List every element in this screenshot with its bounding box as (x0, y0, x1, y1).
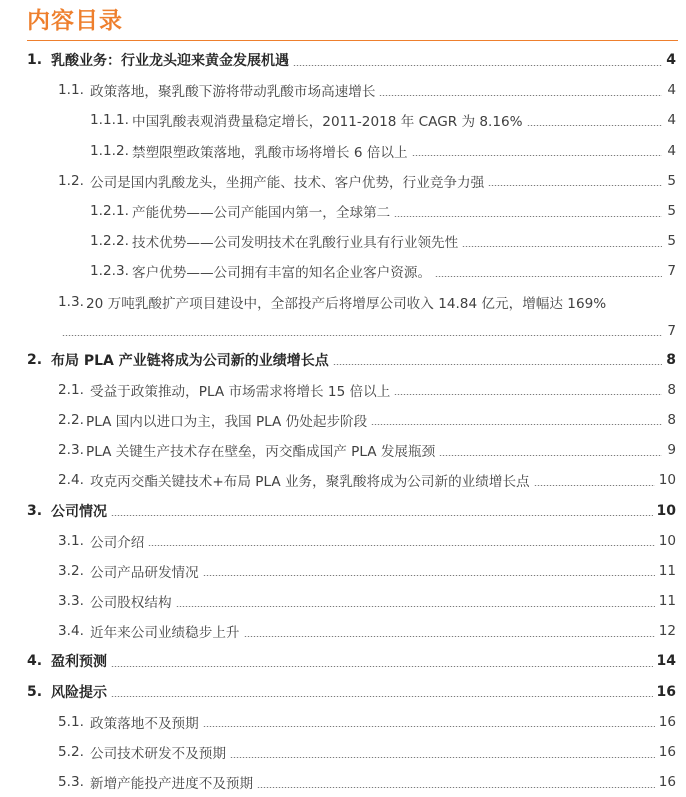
entry-page: 5 (667, 233, 676, 250)
toc-entry-3-3[interactable] (0, 586, 686, 616)
entry-text: 产能优势——公司产能国内第一，全球第二 (132, 205, 391, 222)
dot-leader (333, 364, 662, 365)
toc-entry-3-2[interactable] (0, 556, 686, 586)
entry-page: 4 (667, 142, 676, 159)
toc-entry-1-2-2[interactable] (0, 226, 686, 256)
entry-page: 10 (658, 472, 676, 489)
dot-leader (244, 636, 655, 637)
entry-page: 4 (666, 52, 676, 69)
toc-entry-2-3[interactable] (0, 435, 686, 465)
toc-entry-1-1-1[interactable] (0, 105, 686, 135)
entry-number: 1.2.3. (90, 263, 129, 280)
toc-title: 内容目录 (27, 8, 123, 34)
toc-entry-1-2[interactable] (0, 166, 686, 196)
entry-text: 20 万吨乳酸扩产项目建设中，全部投产后将增厚公司收入 14.84 亿元，增幅达 169% (86, 295, 607, 312)
entry-text: 受益于政策推动，PLA 市场需求将增长 15 倍以上 (90, 383, 391, 400)
entry-page: 10 (656, 502, 676, 519)
entry-page: 10 (658, 532, 676, 549)
entry-page: 9 (667, 442, 676, 459)
entry-text: 近年来公司业绩稳步上升 (90, 625, 240, 642)
dot-leader (488, 185, 662, 186)
entry-page: 8 (666, 351, 676, 368)
entry-page: 4 (667, 82, 676, 99)
title-divider (27, 40, 678, 41)
entry-number: 3.3. (58, 593, 84, 610)
entry-text: 技术优势——公司发明技术在乳酸行业具有行业领先性 (132, 235, 459, 252)
entry-page: 16 (656, 683, 676, 700)
dot-leader (371, 424, 662, 425)
entry-number: 1.2.2. (90, 233, 129, 250)
toc-entry-1[interactable] (0, 45, 686, 75)
entry-text: 政策落地，聚乳酸下游将带动乳酸市场高速增长 (90, 84, 376, 101)
entry-page: 11 (658, 562, 676, 579)
entry-text: 中国乳酸表观消费量稳定增长，2011-2018 年 CAGR 为 8.16% (132, 114, 523, 131)
toc-entry-5-2[interactable] (0, 737, 686, 767)
dot-leader (176, 606, 655, 607)
dot-leader (534, 485, 655, 486)
entry-page: 8 (667, 411, 676, 428)
entry-text: 风险提示 (51, 684, 107, 701)
entry-number: 3.1. (58, 532, 84, 549)
entry-text: 布局 PLA 产业链将成为公司新的业绩增长点 (51, 352, 329, 369)
entry-text: 禁塑限塑政策落地，乳酸市场将增长 6 倍以上 (132, 144, 408, 161)
dot-leader (111, 515, 653, 516)
dot-leader (379, 95, 662, 96)
entry-page: 12 (658, 623, 676, 640)
entry-number: 1.2.1. (90, 203, 129, 220)
dot-leader (111, 696, 653, 697)
entry-number: 1.1. (58, 82, 84, 99)
entry-page: 7 (667, 263, 676, 280)
entry-page: 8 (667, 381, 676, 398)
entry-page: 14 (656, 653, 676, 670)
entry-number: 2.2. (58, 411, 84, 428)
dot-leader (257, 787, 655, 788)
toc-entry-1-1[interactable] (0, 75, 686, 105)
entry-number: 2.3. (58, 442, 84, 459)
entry-page: 16 (658, 774, 676, 791)
entry-number: 1.2. (58, 172, 84, 189)
entry-number: 3.2. (58, 562, 84, 579)
entry-text: 公司技术研发不及预期 (90, 746, 226, 763)
entry-number: 1.1.1. (90, 112, 129, 129)
entry-number: 5.2. (58, 744, 84, 761)
toc-entry-1-2-3[interactable] (0, 256, 686, 286)
entry-number: 1. (27, 52, 43, 69)
entry-number: 5.1. (58, 713, 84, 730)
toc-entry-5[interactable] (0, 677, 686, 707)
toc-entry-3-4[interactable] (0, 616, 686, 646)
toc-entry-2[interactable] (0, 345, 686, 375)
entry-text: 盈利预测 (51, 654, 107, 671)
entry-page: 5 (667, 172, 676, 189)
entry-number: 2.1. (58, 381, 84, 398)
entry-text: 客户优势——公司拥有丰富的知名企业客户资源。 (132, 265, 432, 282)
entry-number: 5. (27, 683, 43, 700)
entry-text: 公司是国内乳酸龙头，坐拥产能、技术、客户优势，行业竞争力强 (90, 174, 485, 191)
table-of-contents (0, 45, 686, 797)
entry-page: 16 (658, 713, 676, 730)
toc-entry-1-3-continuation[interactable] (0, 317, 686, 345)
dot-leader (435, 276, 662, 277)
entry-text: 新增产能投产进度不及预期 (90, 776, 254, 793)
entry-text: 公司股权结构 (90, 595, 172, 612)
toc-entry-5-3[interactable] (0, 767, 686, 797)
toc-entry-3-1[interactable] (0, 526, 686, 556)
toc-entry-2-4[interactable] (0, 465, 686, 495)
dot-leader (394, 216, 662, 217)
entry-text: 公司产品研发情况 (90, 564, 199, 581)
entry-number: 1.3. (58, 293, 84, 310)
entry-number: 5.3. (58, 774, 84, 791)
entry-page: 4 (667, 112, 676, 129)
dot-leader (439, 455, 662, 456)
entry-text: 公司情况 (51, 503, 107, 520)
entry-number: 3.4. (58, 623, 84, 640)
entry-number: 2. (27, 351, 43, 368)
entry-page: 7 (667, 322, 676, 339)
dot-leader (412, 155, 662, 156)
dot-leader (527, 125, 662, 126)
entry-text: 政策落地不及预期 (90, 715, 199, 732)
toc-entry-4[interactable] (0, 646, 686, 676)
dot-leader (148, 545, 654, 546)
toc-entry-2-2[interactable] (0, 405, 686, 435)
dot-leader (111, 666, 653, 667)
entry-page: 11 (658, 593, 676, 610)
dot-leader (230, 757, 655, 758)
dot-leader (394, 394, 662, 395)
dot-leader (462, 246, 662, 247)
dot-leader (62, 335, 662, 336)
dot-leader (293, 65, 662, 66)
toc-entry-1-1-2[interactable] (0, 136, 686, 166)
dot-leader (203, 575, 655, 576)
toc-entry-1-3[interactable] (0, 287, 686, 317)
toc-entry-1-2-1[interactable] (0, 196, 686, 226)
entry-number: 3. (27, 502, 43, 519)
entry-text: 乳酸业务：行业龙头迎来黄金发展机遇 (51, 53, 289, 70)
entry-text: 公司介绍 (90, 534, 145, 551)
entry-number: 2.4. (58, 472, 84, 489)
entry-page: 16 (658, 744, 676, 761)
toc-entry-3[interactable] (0, 495, 686, 525)
entry-number: 4. (27, 653, 43, 670)
entry-page: 5 (667, 203, 676, 220)
entry-text: PLA 关键生产技术存在壁垒，丙交酯成国产 PLA 发展瓶颈 (86, 444, 436, 461)
entry-text: 攻克丙交酯关键技术+布局 PLA 业务，聚乳酸将成为公司新的业绩增长点 (90, 474, 530, 491)
toc-entry-2-1[interactable] (0, 375, 686, 405)
entry-text: PLA 国内以进口为主，我国 PLA 仍处起步阶段 (86, 413, 368, 430)
toc-entry-5-1[interactable] (0, 707, 686, 737)
entry-number: 1.1.2. (90, 142, 129, 159)
dot-leader (203, 726, 655, 727)
